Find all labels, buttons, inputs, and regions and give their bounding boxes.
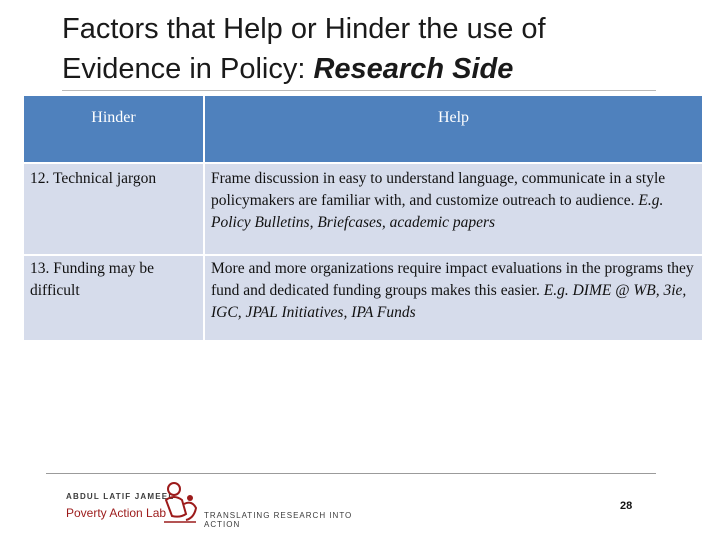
logo-tagline: TRANSLATING RESEARCH INTO ACTION [204,511,353,529]
help-text: More and more organizations require impact evaluations in the programs they fund and dedicated funding groups makes this easier. [211,260,694,299]
cell-hinder: 12. Technical jargon [24,163,204,255]
footer-divider [46,473,656,474]
title-line-2-emphasis: Research Side [313,53,514,85]
header-hinder: Hinder [24,96,204,163]
cell-help [204,255,702,340]
cell-hinder: 13. Funding may be difficult [24,255,204,340]
help-example: E.g. Policy Bulletins, Briefcases, academic papers [211,192,664,231]
factors-table [24,96,702,340]
table-header-row [24,96,702,163]
jpal-logo [66,478,366,528]
title-line-2-plain: Evidence in Policy: [62,53,314,85]
table-row [24,255,702,340]
header-help: Help [204,96,702,163]
title-line-2 [62,49,682,89]
logo-mark-icon [160,478,200,524]
cell-help [204,163,702,255]
title-divider [62,90,656,91]
logo-brand-line-2: Poverty Action Lab [66,506,167,520]
page-number: 28 [620,500,633,512]
title-line-1: Factors that Help or Hinder the use of [62,13,546,45]
table-row [24,163,702,255]
help-example: E.g. DIME @ WB, 3ie, IGC, JPAL Initiatives, IPA Funds [211,282,687,321]
slide-title [62,9,682,89]
logo-brand-line-1: ABDUL LATIF JAMEEL [66,492,175,501]
help-text: Frame discussion in easy to understand language, communicate in a style policymakers are familiar with, and customize outreach to audience. [211,170,666,209]
